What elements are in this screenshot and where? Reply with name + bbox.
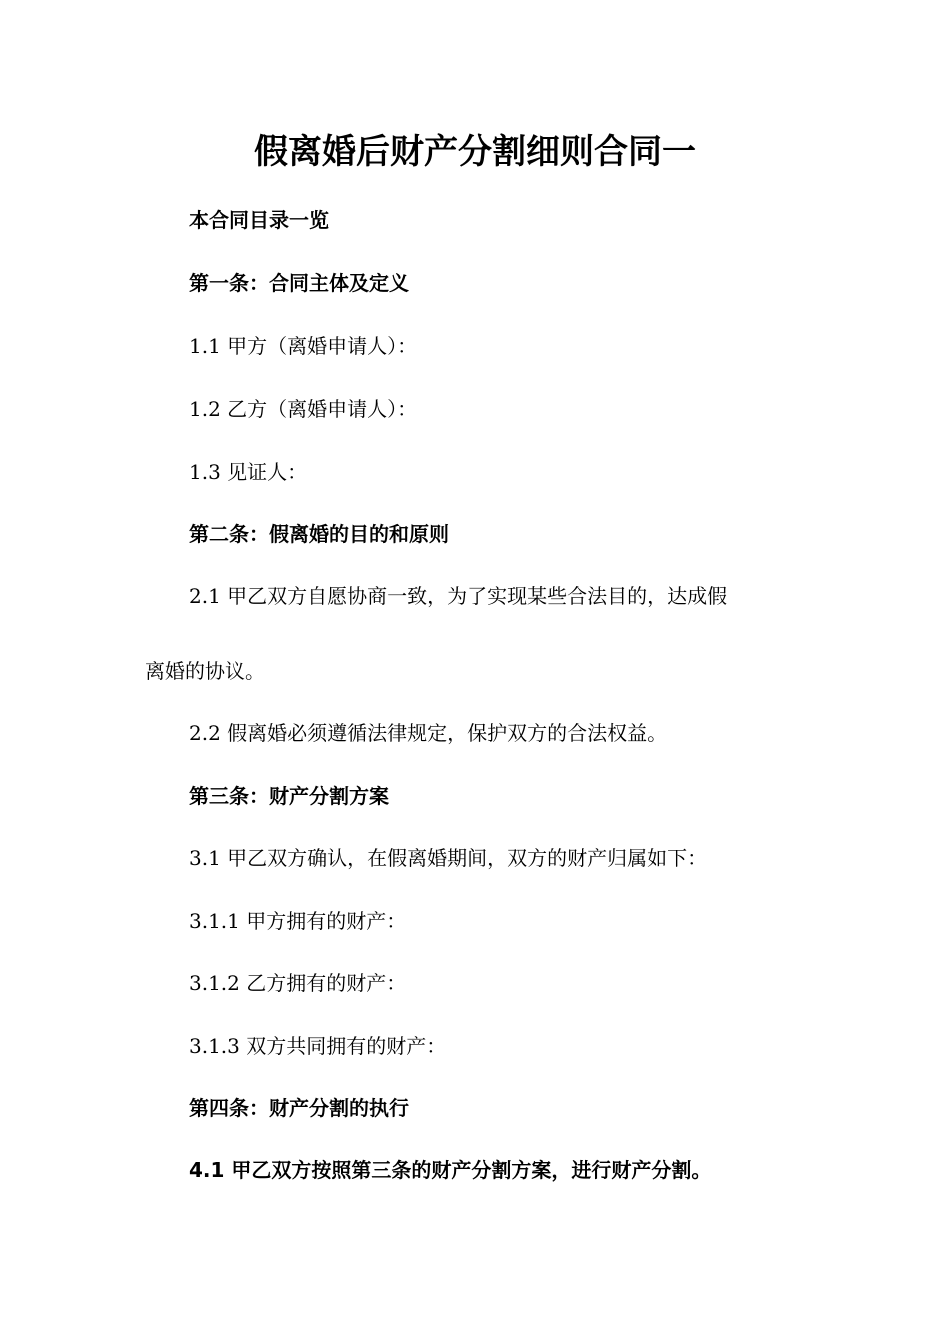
- clause-3-1-3: 3.1.3 双方共同拥有的财产：: [189, 1034, 447, 1058]
- clause-3-1-2: 3.1.2 乙方拥有的财产：: [189, 971, 407, 995]
- clause-1-1: 1.1 甲方（离婚申请人）：: [189, 334, 418, 358]
- clause-2-2: 2.2 假离婚必须遵循法律规定，保护双方的合法权益。: [189, 721, 668, 745]
- clause-3-1: 3.1 甲乙双方确认，在假离婚期间，双方的财产归属如下：: [189, 846, 708, 870]
- clause-3-1-1: 3.1.1 甲方拥有的财产：: [189, 909, 407, 933]
- clause-1-3: 1.3 见证人：: [189, 460, 308, 484]
- clause-4-1: 4.1 甲乙双方按照第三条的财产分割方案，进行财产分割。: [189, 1158, 712, 1182]
- article-2-heading: 第二条：假离婚的目的和原则: [189, 522, 449, 546]
- document-title: 假离婚后财产分割细则合同一: [254, 132, 696, 172]
- toc-heading: 本合同目录一览: [189, 208, 329, 232]
- clause-2-1-line-1: 2.1 甲乙双方自愿协商一致，为了实现某些合法目的，达成假: [189, 584, 728, 608]
- clause-1-2: 1.2 乙方（离婚申请人）：: [189, 397, 418, 421]
- article-1-heading: 第一条：合同主体及定义: [189, 271, 409, 295]
- article-4-heading: 第四条：财产分割的执行: [189, 1096, 409, 1120]
- article-3-heading: 第三条：财产分割方案: [189, 784, 389, 808]
- clause-2-1-line-2: 离婚的协议。: [145, 659, 265, 683]
